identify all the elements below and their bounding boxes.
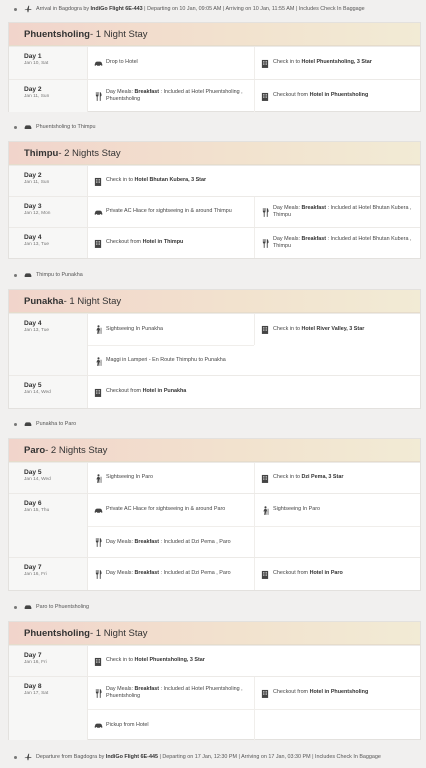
day-number: Day 2 [24,172,42,179]
hotel-icon [260,92,270,101]
activity-item: Sightseeing In Punakha [88,314,254,345]
meal-icon [93,570,103,579]
activity-item: Day Meals: Breakfast : Included at Dzi Pema , Paro [88,526,254,558]
day-label [9,463,88,493]
activity-item: Checkout from Hotel in Paro [254,558,420,590]
day-row [9,46,420,79]
activity-item: Sightseeing In Paro [88,463,254,493]
day-row [9,313,420,375]
stay-card-phuentsholing [8,22,421,112]
stay-nights: - 1 Night Stay [89,627,148,639]
sightseeing-icon [93,325,103,334]
car-icon [93,60,103,67]
arrival-text: Arrival in Bagdogra by IndiGo Flight 6E-443 | Departing on 10 Jan, 09:05 AM | Arriving on 10 Jan, 11:55 AM | Includes Check In Baggage [36,6,365,12]
car-icon [24,272,32,278]
departure-text: Departure from Bagdogra by IndiGo Flight 6E-445 | Departing on 17 Jan, 12:30 PM | Arriving on 17 Jan, 03:30 PM | Includes Check In Baggage [36,754,381,760]
day-date: Jan 10, Sat [24,61,49,66]
activity-item: Maggi in Lamperi - En Route Thimphu to Punakha [88,345,254,376]
day-label [9,80,88,112]
activity-item: Day Meals: Breakfast : Included at Hotel Bhutan Kubera , Thimpu [254,197,420,227]
activity-item: Private AC Hiace for sightseeing in & around Thimpu [88,197,254,227]
activity-item: Check in to Hotel Phuentsholing, 3 Star [88,646,254,676]
departure-flight-row [0,751,426,763]
transfer-text: Punakha to Paro [36,421,77,427]
day-row [9,196,420,227]
day-date: Jan 16, Fri [24,660,47,665]
activity-item: Checkout from Hotel in Phuentsholing [254,677,420,709]
activity-item: Sightseeing In Paro [254,494,420,526]
hotel-icon [260,325,270,334]
day-label [9,166,88,196]
day-row [9,462,420,493]
day-number: Day 7 [24,652,42,659]
hotel-icon [260,59,270,68]
stay-city: Thimpu [24,147,59,159]
transfer-row [0,418,426,430]
activity-item: Check in to Hotel Bhutan Kubera, 3 Star [88,166,254,196]
day-date: Jan 15, Thu [24,508,50,513]
day-number: Day 2 [24,86,42,93]
plane-icon [24,753,32,761]
day-date: Jan 13, Tue [24,242,50,247]
day-date: Jan 14, Wed [24,390,51,395]
activity-item: Checkout from Hotel in Punakha [88,376,254,408]
transfer-text: Thimpu to Punakha [36,272,83,278]
day-date: Jan 11, Sun [24,180,50,185]
arrival-flight-row [0,3,426,15]
car-icon [24,421,32,427]
activity-item: Day Meals: Breakfast : Included at Hotel Phuentsholing , Phuentsholing [88,677,254,709]
activity-item: Checkout from Hotel in Thimpu [88,228,254,258]
sightseeing-icon [93,357,103,366]
meal-icon [93,538,103,547]
activity-item: Drop to Hotel [88,47,254,79]
day-row [9,165,420,196]
stay-city: Paro [24,444,46,456]
day-row [9,557,420,590]
hotel-icon [93,239,103,248]
day-number: Day 8 [24,683,42,690]
day-label [9,376,88,408]
transfer-text: Phuentsholing to Thimpu [36,124,96,130]
day-number: Day 3 [24,203,42,210]
meal-icon [260,239,270,248]
hotel-icon [260,474,270,483]
activity-item: Day Meals: Breakfast : Included at Hotel Bhutan Kubera , Thimpu [254,228,420,258]
day-label [9,646,88,676]
activity-item: Day Meals: Breakfast : Included at Hotel Phuentsholing , Phuentsholing [88,80,254,112]
timeline-dot [14,274,17,277]
day-number: Day 4 [24,320,42,327]
activity-item: Checkout from Hotel in Phuentsholing [254,80,420,112]
stay-nights: - 2 Nights Stay [58,147,121,159]
day-label [9,314,88,375]
activity-empty [254,526,420,558]
day-row [9,645,420,676]
stay-card-header [9,290,420,313]
stay-city: Phuentsholing [24,627,90,639]
day-date: Jan 11, Sun [24,94,50,99]
car-icon [93,507,103,514]
day-date: Jan 16, Fri [24,572,47,577]
hotel-icon [93,388,103,397]
day-date: Jan 14, Wed [24,477,51,482]
activity-item: Check in to Hotel Phuentsholing, 3 Star [254,47,420,79]
day-row [9,493,420,557]
sightseeing-icon [93,474,103,483]
activity-item: Day Meals: Breakfast : Included at Dzi Pema , Paro [88,558,254,590]
activity-item: Pickup from Hotel [88,709,254,741]
day-date: Jan 17, Sat [24,691,49,696]
day-row [9,375,420,408]
day-label [9,494,88,557]
stay-card-thimpu [8,141,421,259]
hotel-icon [260,570,270,579]
stay-card-header [9,23,420,46]
activity-item: Private AC Hiace for sightseeing in & around Paro [88,494,254,526]
meal-icon [93,689,103,698]
car-icon [24,124,32,130]
transfer-text: Paro to Phuentsholing [36,604,90,610]
timeline-dot [14,606,17,609]
timeline-dot [14,423,17,426]
transfer-row [0,601,426,613]
car-icon [93,209,103,216]
hotel-icon [93,177,103,186]
day-row [9,676,420,740]
day-label [9,677,88,740]
activity-item: Check in to Hotel River Valley, 3 Star [254,314,420,345]
stay-card-header [9,622,420,645]
day-number: Day 1 [24,53,42,60]
stay-city: Phuentsholing [24,28,90,40]
meal-icon [260,208,270,217]
activity-empty [254,709,420,741]
hotel-icon [93,657,103,666]
stay-nights: - 1 Night Stay [89,28,148,40]
timeline-dot [14,8,17,11]
day-number: Day 4 [24,234,42,241]
activity-item: Check in to Dzi Pema, 3 Star [254,463,420,493]
day-number: Day 6 [24,500,42,507]
stay-city: Punakha [24,295,64,307]
meal-icon [93,92,103,101]
sightseeing-icon [260,506,270,515]
car-icon [24,604,32,610]
day-date: Jan 13, Tue [24,328,50,333]
day-label [9,47,88,79]
day-number: Day 5 [24,382,42,389]
day-number: Day 5 [24,469,42,476]
day-row [9,79,420,112]
day-number: Day 7 [24,564,42,571]
day-date: Jan 12, Mon [24,211,51,216]
day-label [9,558,88,590]
stay-card-header [9,439,420,462]
transfer-row [0,269,426,281]
plane-icon [24,5,32,13]
stay-nights: - 1 Night Stay [63,295,122,307]
stay-card-punakha [8,289,421,409]
stay-card-header [9,142,420,165]
stay-card-paro [8,438,421,591]
day-label [9,228,88,258]
stay-card-phuentsholing-return [8,621,421,740]
day-label [9,197,88,227]
timeline-dot [14,756,17,759]
day-row [9,227,420,258]
car-icon [93,722,103,729]
timeline-dot [14,126,17,129]
stay-nights: - 2 Nights Stay [45,444,108,456]
transfer-row [0,121,426,133]
hotel-icon [260,689,270,698]
